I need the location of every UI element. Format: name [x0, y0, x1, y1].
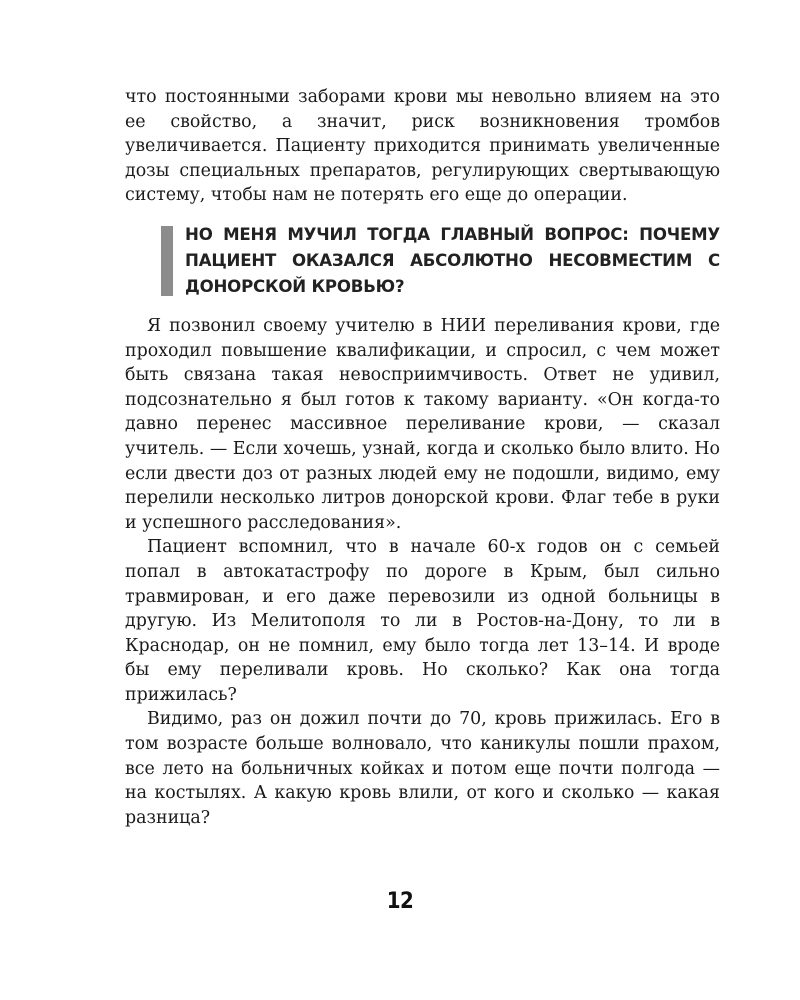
paragraph-car-accident: Пациент вспомнил, что в начале 60-х годов он с семьей попал в автокатастрофу по дороге в Крым, был сильно травмирован, и его даже перевозили из одной больницы в другую. Из Мелитополя то ли в Ростов-на-Дону, то ли в Краснодар, он не помнил, ему было тогда лет 13–14. И вроде бы ему переливали кровь. Но сколько? Как она тогда прижилась?: [125, 537, 720, 705]
pull-quote: [161, 222, 720, 300]
paragraph-survival: Видимо, раз он дожил почти до 70, кровь прижилась. Его в том возрасте больше волновало, что каникулы пошли прахом, все лето на больничных койках и потом еще почти полгода — на костылях. А какую кровь влили, от кого и сколько — какая разница?: [125, 709, 720, 828]
pull-quote-text: НО МЕНЯ МУЧИЛ ТОГДА ГЛАВНЫЙ ВОПРОС: ПОЧЕМУ ПАЦИЕНТ ОКАЗАЛСЯ АБСОЛЮТНО НЕСОВМЕСТИМ С ДОНОРСКОЙ КРОВЬЮ?: [185, 224, 720, 296]
page-number: 12: [386, 889, 414, 914]
paragraph-phone-call: Я позвонил своему учителю в НИИ переливания крови, где проходил повышение квалификации, и спросил, с чем может быть связана такая невосприимчивость. Ответ не удивил, подсознательно я был готов к такому варианту. «Он когда-то давно перенес массивное переливание крови, — сказал учитель. — Если хочешь, узнай, когда и сколько было влито. Но если двести доз от разных людей ему не подошли, видимо, ему перелили несколько литров донорской крови. Флаг тебе в руки и успешного расследования».: [125, 315, 720, 533]
paragraph-opening: что постоянными заборами крови мы невольно влияем на это ее свойство, а значит, риск возникновения тромбов увеличивается. Пациенту приходится принимать увеличенные дозы специальных препаратов, регулирующих свертывающую систему, чтобы нам не потерять его еще до операции.: [125, 87, 720, 206]
page-body: [125, 85, 720, 830]
pull-quote-bar: [161, 226, 173, 296]
